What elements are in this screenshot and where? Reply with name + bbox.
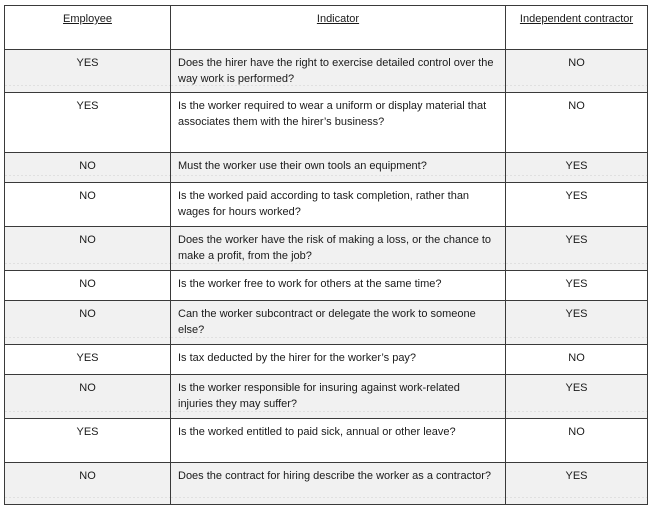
indicator-cell: Can the worker subcontract or delegate the work to someone else? bbox=[171, 301, 506, 345]
header-employee: Employee bbox=[5, 6, 171, 50]
contractor-cell: YES bbox=[506, 271, 648, 301]
table-row bbox=[5, 463, 648, 505]
contractor-cell: YES bbox=[506, 301, 648, 345]
indicator-cell: Must the worker use their own tools an equipment? bbox=[171, 153, 506, 183]
indicator-cell: Does the hirer have the right to exercise detailed control over the way work is performed? bbox=[171, 50, 506, 93]
table-row bbox=[5, 375, 648, 419]
contractor-cell: NO bbox=[506, 345, 648, 375]
employee-cell: YES bbox=[5, 419, 171, 463]
employee-cell: NO bbox=[5, 271, 171, 301]
employee-cell: NO bbox=[5, 227, 171, 271]
indicator-cell: Is the worker required to wear a uniform or display material that associates them with the hirer’s business? bbox=[171, 93, 506, 153]
indicator-cell: Is the worked entitled to paid sick, annual or other leave? bbox=[171, 419, 506, 463]
employee-cell: YES bbox=[5, 93, 171, 153]
contractor-cell: YES bbox=[506, 375, 648, 419]
table-row bbox=[5, 419, 648, 463]
indicator-cell: Does the worker have the risk of making a loss, or the chance to make a profit, from the job? bbox=[171, 227, 506, 271]
employee-cell: YES bbox=[5, 50, 171, 93]
contractor-cell: NO bbox=[506, 50, 648, 93]
employee-cell: NO bbox=[5, 463, 171, 505]
header-row bbox=[5, 6, 648, 50]
table-row bbox=[5, 345, 648, 375]
contractor-cell: NO bbox=[506, 93, 648, 153]
indicator-table bbox=[4, 5, 648, 505]
contractor-cell: YES bbox=[506, 463, 648, 505]
indicator-cell: Does the contract for hiring describe the worker as a contractor? bbox=[171, 463, 506, 505]
table-row bbox=[5, 227, 648, 271]
contractor-cell: YES bbox=[506, 153, 648, 183]
employee-cell: NO bbox=[5, 183, 171, 227]
table-row bbox=[5, 183, 648, 227]
employee-cell: NO bbox=[5, 153, 171, 183]
indicator-cell: Is the worked paid according to task completion, rather than wages for hours worked? bbox=[171, 183, 506, 227]
header-indicator: Indicator bbox=[171, 6, 506, 50]
contractor-cell: YES bbox=[506, 227, 648, 271]
table-row bbox=[5, 50, 648, 93]
indicator-cell: Is the worker free to work for others at the same time? bbox=[171, 271, 506, 301]
table-row bbox=[5, 271, 648, 301]
table-row bbox=[5, 93, 648, 153]
employee-cell: YES bbox=[5, 345, 171, 375]
table-row bbox=[5, 301, 648, 345]
contractor-cell: NO bbox=[506, 419, 648, 463]
indicator-cell: Is the worker responsible for insuring against work-related injuries they may suffer? bbox=[171, 375, 506, 419]
employee-cell: NO bbox=[5, 375, 171, 419]
header-contractor: Independent contractor bbox=[506, 6, 648, 50]
employee-cell: NO bbox=[5, 301, 171, 345]
table-row bbox=[5, 153, 648, 183]
indicator-cell: Is tax deducted by the hirer for the worker’s pay? bbox=[171, 345, 506, 375]
contractor-cell: YES bbox=[506, 183, 648, 227]
